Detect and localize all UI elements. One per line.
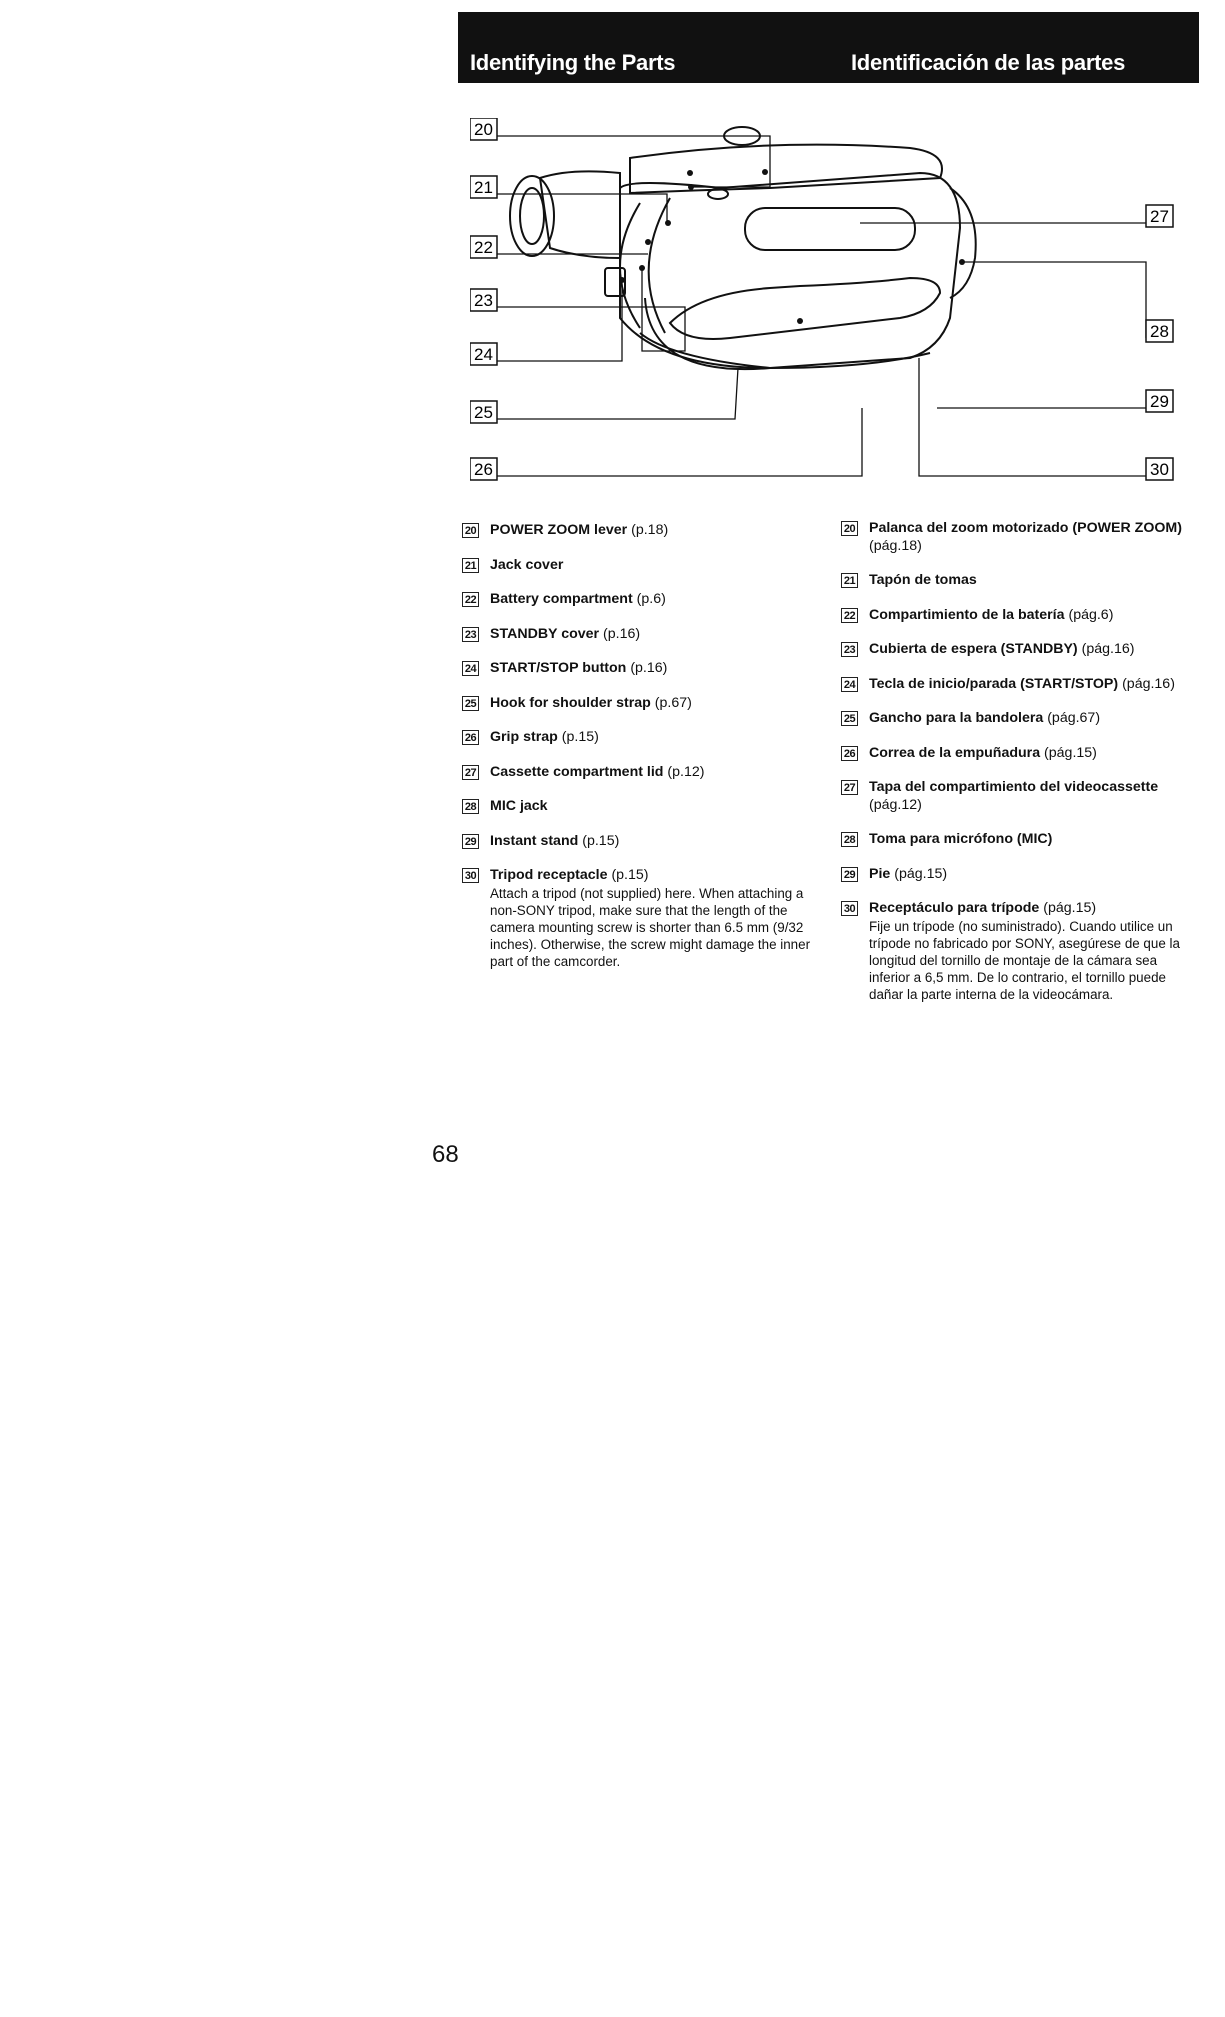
parts-list-item [462,522,822,540]
part-name: Pie [869,865,891,882]
item-number: 29 [841,867,858,882]
part-name: STANDBY cover [490,625,600,642]
item-number: 22 [841,608,858,623]
item-number: 30 [462,868,479,883]
item-number: 26 [462,730,479,745]
page-reference: (pág.67) [1047,710,1101,726]
parts-list-item [841,745,1186,763]
item-number: 22 [462,592,479,607]
item-number: 24 [841,677,858,692]
part-name: Toma para micrófono (MIC) [869,831,1053,847]
callout-22: 22 [474,238,493,257]
page-number: 68 [432,1141,459,1168]
callout-23: 23 [474,291,493,310]
callout-24: 24 [474,345,493,364]
callout-21: 21 [474,178,493,197]
parts-list-item [462,798,822,816]
callout-29: 29 [1150,392,1169,411]
header-bar [458,12,1199,83]
page-reference: (pág.12) [869,796,922,813]
part-note: Fije un trípode (no suministrado). Cuando utilice un trípode no fabricado por SONY, asegúrese de que la longitud del tornillo de montaje de la cámara sea inferior a 6,5 mm. De lo contrario, el tornillo puede dañar la parte interna de la videocámara. [869,918,1180,1002]
part-name: Tripod receptacle [490,867,608,883]
parts-list-item [841,710,1186,728]
english-parts-list [462,522,822,987]
parts-list-item [462,764,822,782]
parts-list-item [462,833,822,851]
item-number: 28 [841,832,858,847]
page-reference: (p.15) [611,867,649,883]
part-name: Gancho para la bandolera [869,710,1044,726]
callout-25: 25 [474,403,493,422]
parts-list-item [462,591,822,609]
spanish-parts-list [841,520,1186,1020]
item-number: 23 [462,627,479,642]
part-name: Compartimiento de la batería [869,606,1065,623]
page-reference: (pág.15) [894,865,948,882]
parts-list-item [841,641,1186,659]
callout-20: 20 [474,120,493,139]
page-reference: (p.6) [636,591,666,607]
page-reference: (p.15) [582,832,620,849]
parts-list-item [841,866,1186,884]
parts-list-item [462,729,822,747]
parts-list-item [462,626,822,644]
item-number: 26 [841,746,858,761]
camcorder-diagram [470,118,1180,496]
page-reference: (pág.15) [1043,900,1097,916]
parts-list-item [841,520,1186,555]
item-number: 20 [462,523,479,538]
header-title-english: Identifying the Parts [470,50,676,75]
part-name: Palanca del zoom motorizado (POWER ZOOM) [869,520,1182,536]
page-reference: (pág.18) [869,537,922,554]
part-name: START/STOP button [490,660,627,676]
parts-list-item [841,831,1186,849]
parts-list-item [462,695,822,713]
part-name: Correa de la empuñadura [869,744,1041,761]
item-number: 27 [841,780,858,795]
item-number: 29 [462,834,479,849]
parts-list-item [462,557,822,575]
parts-list-item [462,660,822,678]
part-name: Cassette compartment lid [490,763,664,780]
page-reference: (p.67) [654,694,692,711]
part-name: Grip strap [490,729,558,745]
part-name: Instant stand [490,832,579,849]
callout-27: 27 [1150,207,1169,226]
page-reference: (pág.15) [1044,744,1097,761]
part-name: Tapón de tomas [869,572,977,588]
page-reference: (pág.16) [1081,641,1135,657]
page-reference: (p.16) [603,625,641,642]
parts-list-item [841,572,1186,590]
item-number: 28 [462,799,479,814]
parts-list-item [841,900,1186,1003]
callout-leaders [497,136,1146,476]
item-number: 25 [841,711,858,726]
item-number: 27 [462,765,479,780]
part-name: Hook for shoulder strap [490,694,651,711]
item-number: 24 [462,661,479,676]
page-reference: (p.16) [630,660,668,676]
item-number: 23 [841,642,858,657]
part-name: Jack cover [490,556,564,573]
part-name: Tapa del compartimiento del videocassette [869,779,1159,795]
page-reference: (pág.16) [1122,675,1175,692]
item-number: 20 [841,521,858,536]
callout-26: 26 [474,460,493,479]
item-number: 21 [462,558,479,573]
part-name: POWER ZOOM lever [490,522,628,538]
part-name: Battery compartment [490,591,633,607]
part-name: Cubierta de espera (STANDBY) [869,641,1078,657]
camcorder-illustration [510,127,976,369]
parts-list-item [841,779,1186,814]
page-reference: (p.15) [561,729,599,745]
parts-list-item [462,867,822,970]
page-reference: (p.12) [667,763,705,780]
part-name: Tecla de inicio/parada (START/STOP) [869,675,1119,692]
callout-30: 30 [1150,460,1169,479]
callout-28: 28 [1150,322,1169,341]
parts-list-item [841,607,1186,625]
page-reference: (p.18) [631,522,669,538]
header-title-spanish: Identificación de las partes [851,50,1126,75]
parts-list-item [841,676,1186,694]
page-reference: (pág.6) [1068,606,1114,623]
item-number: 30 [841,901,858,916]
item-number: 25 [462,696,479,711]
part-name: Receptáculo para trípode [869,900,1040,916]
part-note: Attach a tripod (not supplied) here. When attaching a non-SONY tripod, make sure that the length of the camera mounting screw is shorter than 6.5 mm (9/32 inches). Otherwise, the screw might damage the inner part of the camcorder. [490,885,811,969]
item-number: 21 [841,573,858,588]
part-name: MIC jack [490,798,548,814]
